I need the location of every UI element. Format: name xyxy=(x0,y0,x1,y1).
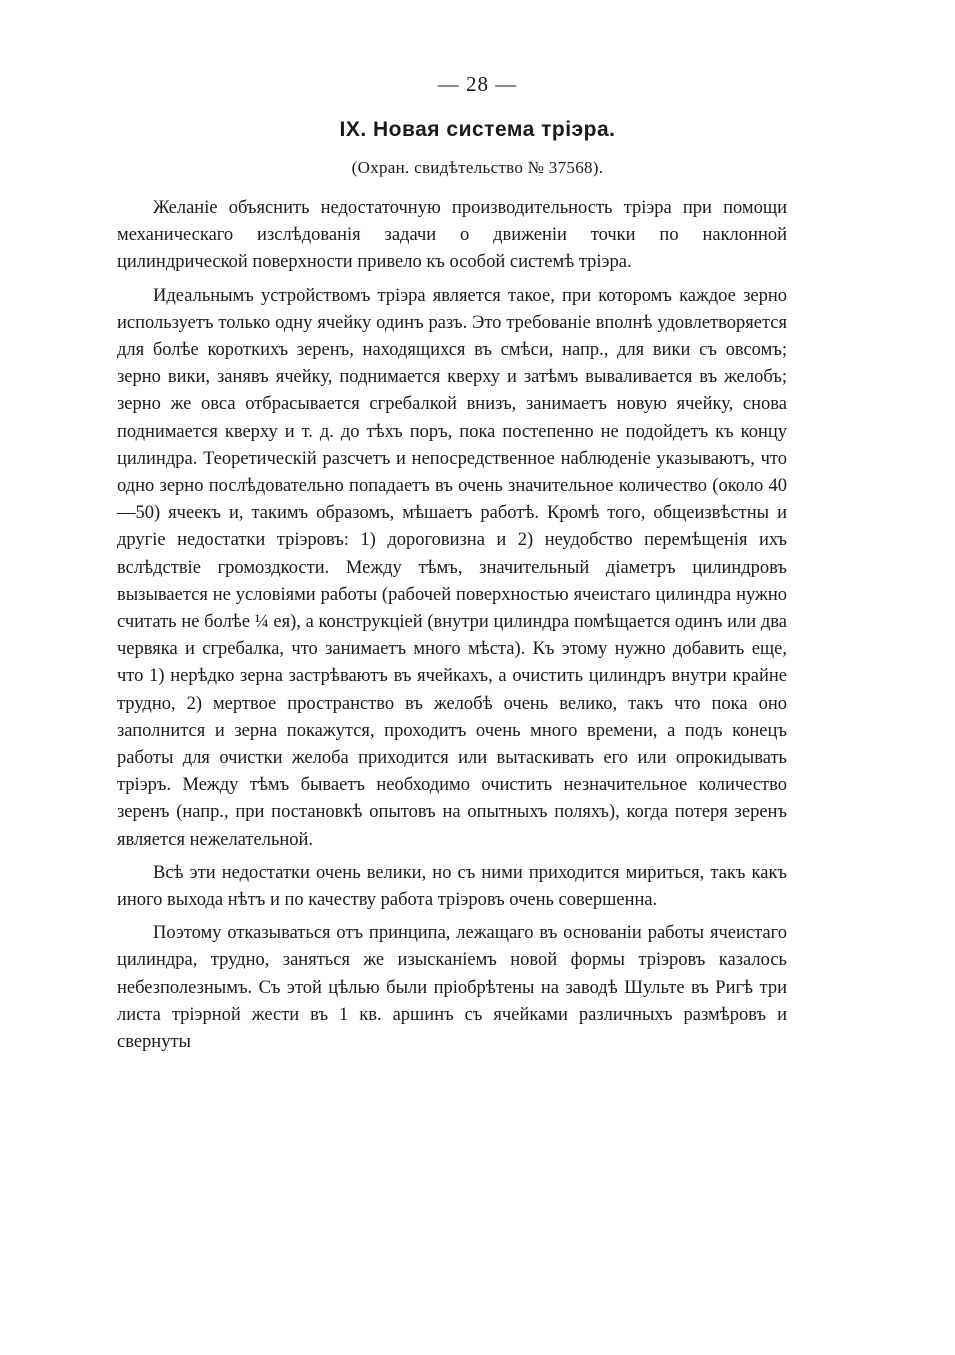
body-text xyxy=(117,195,787,1062)
paragraph-2: Идеальнымъ устройствомъ тріэра является такое, при которомъ каждое зерно используетъ только одну ячейку одинъ разъ. Это требованіе вполнѣ удовлетворяется для болѣе короткихъ зеренъ, находящихся въ смѣси, напр., для вики съ овсомъ; зерно вики, занявъ ячейку, поднимается кверху и затѣмъ вываливается въ желобъ; зерно же овса отбрасывается сгребалкой внизъ, занимаетъ новую ячейку, снова поднимается кверху и т. д. до тѣхъ поръ, пока постепенно не подойдетъ къ концу цилиндра. Теоретическій разсчетъ и непосредственное наблюденіе указываютъ, что одно зерно послѣдовательно попадаетъ въ очень значительное количество (около 40—50) ячеекъ и, такимъ образомъ, мѣшаетъ работѣ. Кромѣ того, общеизвѣстны и другіе недостатки тріэровъ: 1) дороговизна и 2) неудобство перемѣщенія ихъ вслѣдствіе громоздкости. Между тѣмъ, значительный діаметръ цилиндровъ вызывается не условіями работы (рабочей поверхностью ячеистаго цилиндра нужно считать не болѣе ¼ ея), а конструкціей (внутри цилиндра помѣщается одинъ или два червяка и сгребалка, что занимаетъ много мѣста). Къ этому нужно добавить еще, что 1) нерѣдко зерна застрѣваютъ въ ячейкахъ, а очистить цилиндръ внутри крайне трудно, 2) мертвое пространство въ желобѣ очень велико, такъ что пока оно заполнится и зерна покажутся, проходитъ очень много времени, а подъ конецъ работы для очистки желоба приходится или вытаскивать его или опрокидывать тріэръ. Между тѣмъ бываетъ необходимо очистить незначительное количество зеренъ (напр., при постановкѣ опытовъ на опытныхъ поляхъ), когда потеря зеренъ является нежелательной. xyxy=(117,285,787,850)
page-number: — 28 — xyxy=(437,72,518,96)
paragraph-1: Желаніе объяснить недостаточную производительность тріэра при помощи механическаго изслѣдованія задачи о движеніи точки по наклонной цилиндрической поверхности привело къ особой системѣ тріэра. xyxy=(117,198,787,273)
patent-reference: (Охран. свидѣтельство № 37568). xyxy=(351,158,604,177)
section-title: IX. Новая система тріэра. xyxy=(339,118,616,141)
paragraph-3: Всѣ эти недостатки очень велики, но съ ними приходится мириться, такъ какъ иного выхода нѣтъ и по качеству работа тріэровъ очень совершенна. xyxy=(117,862,787,911)
paragraph-4: Поэтому отказываться отъ принципа, лежащаго въ основаніи работы ячеистаго цилиндра, трудно, заняться же изысканіемъ новой формы тріэровъ казалось небезполезнымъ. Съ этой цѣлью были пріобрѣтены на заводѣ Шульте въ Ригѣ три листа тріэрной жести въ 1 кв. аршинъ съ ячейками различныхъ размѣровъ и свернуты xyxy=(117,923,787,1053)
